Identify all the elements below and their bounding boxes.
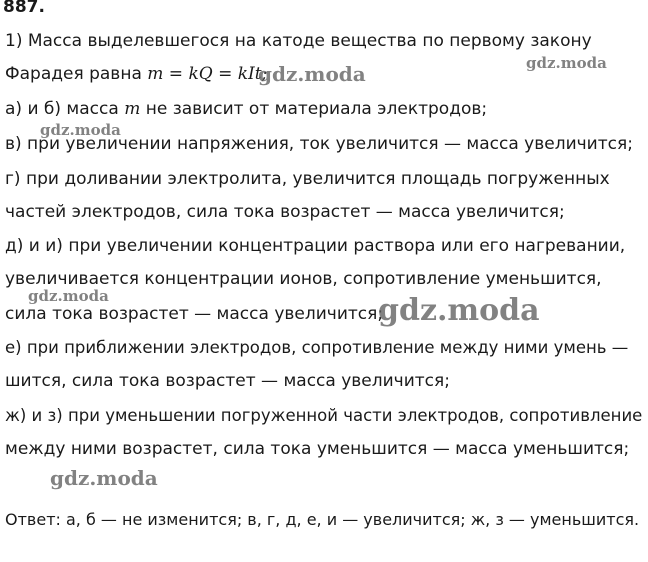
text-line-4: в) при увеличении напряжения, ток увеличится — масса увеличится; [5,134,633,154]
problem-number: 887. [3,0,45,17]
answer-line: Ответ: а, б — не изменится; в, г, д, е, и — увеличится; ж, з — уменьшится. [5,510,640,529]
text-line-13: между ними возрастет, сила тока уменьшится — масса уменьшится; [5,439,630,459]
text-line-8: увеличивается концентрации ионов, сопротивление уменьшится, [5,269,602,289]
watermark-logo: gdz.moda [50,466,158,490]
mass-symbol: m [124,99,141,119]
watermark-logo: gdz.moda [526,54,607,72]
text-line-2-prefix: Фарадея равна [5,64,148,84]
text-line-5: г) при доливании электролита, увеличится площадь погруженных [5,169,610,189]
text-line-2 [5,62,267,86]
text-line-7: д) и и) при увеличении концентрации раствора или его нагревании, [5,236,626,256]
text-line-3 [5,97,487,121]
watermark-logo: gdz.moda [378,293,540,328]
text-line-1: 1) Масса выделевшегося на катоде вещества по первому закону [5,31,592,51]
text-line-3-prefix: а) и б) масса [5,99,125,119]
text-line-10: е) при приближении электродов, сопротивление между ними умень — [5,338,629,357]
text-line-11: шится, сила тока возрастет — масса увеличится; [5,371,450,391]
watermark-logo: gdz.moda [40,121,121,139]
text-line-9: сила тока возрастет — масса увеличится; [5,304,384,324]
text-line-12: ж) и з) при уменьшении погруженной части электродов, сопротивление [5,406,643,425]
faraday-formula: m = kQ = kIt; [147,64,268,84]
text-line-6: частей электродов, сила тока возрастет — масса увеличится; [5,202,565,222]
text-line-3-suffix: не зависит от материала электродов; [140,99,488,119]
watermark-logo: gdz.moda [258,62,366,86]
watermark-logo: gdz.moda [28,287,109,305]
